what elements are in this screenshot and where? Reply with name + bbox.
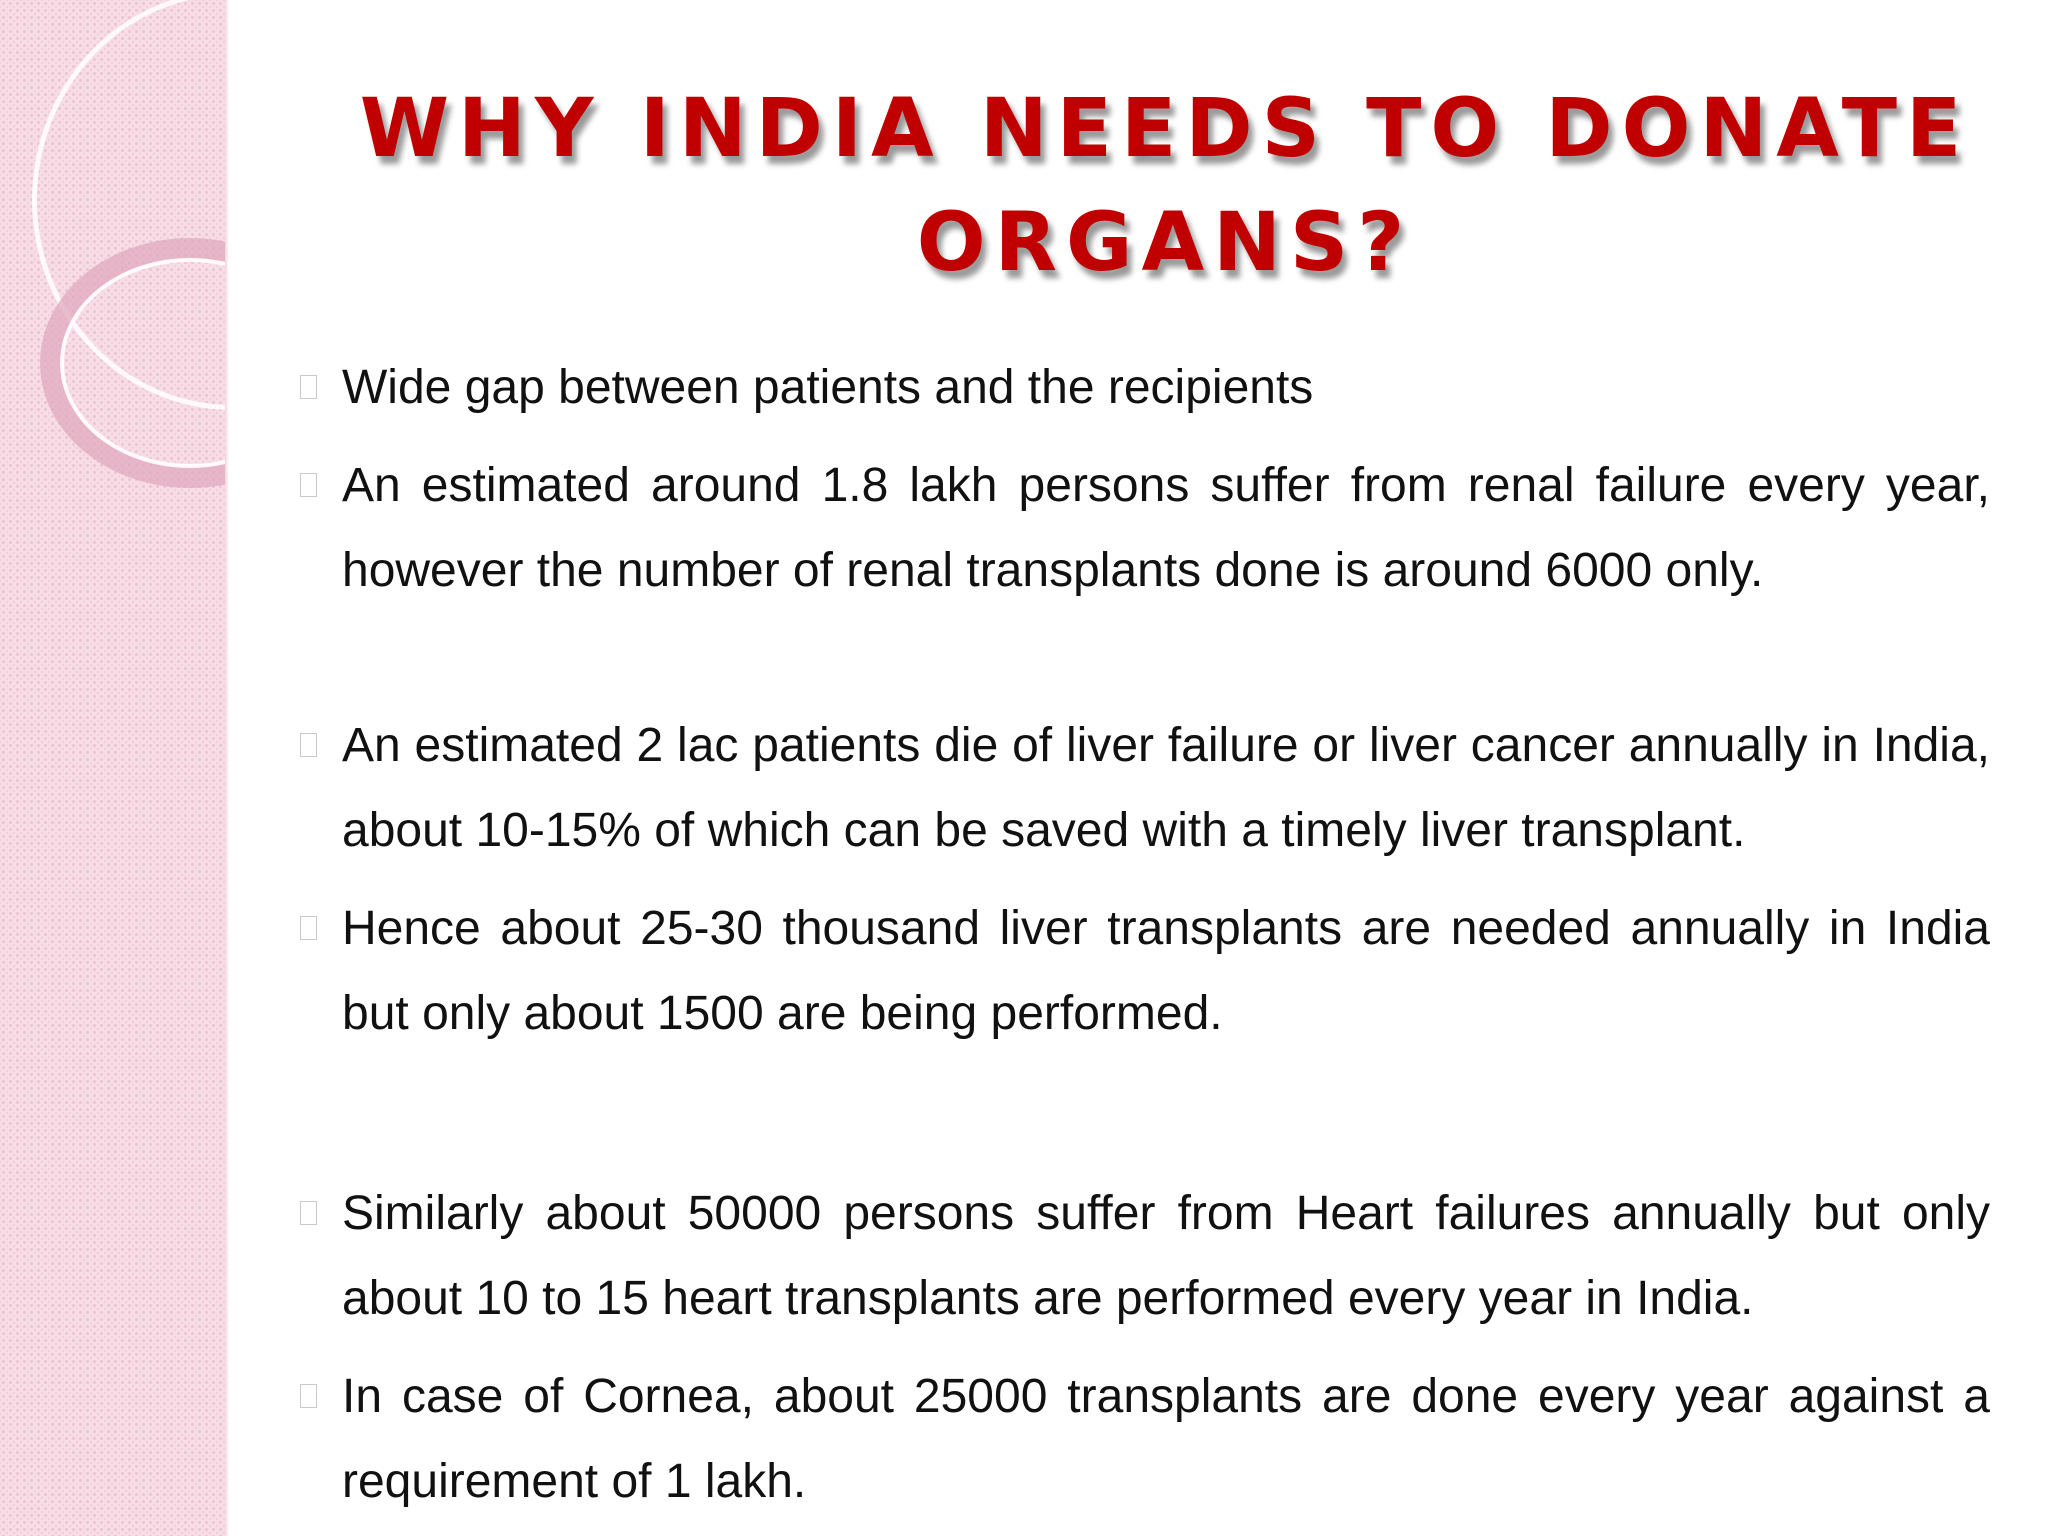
bullet-text: Hence about 25-30 thousand liver transplants are needed annually in India but only about 1500 are being performed. (342, 902, 1990, 1040)
bullet-item-gap (300, 345, 1990, 430)
bullet-text: An estimated 2 lac patients die of liver failure or liver cancer annually in India, about 10-15% of which can be saved with a timely liver transplant. (342, 719, 1990, 857)
bullet-item-liver-deaths (300, 703, 1990, 873)
bullet-text: Similarly about 50000 persons suffer from Heart failures annually but only about 10 to 15 heart transplants are performed every year in India. (342, 1187, 1990, 1325)
bullet-list (300, 345, 1990, 1524)
square-bullet-icon (300, 916, 317, 940)
square-bullet-icon (300, 375, 317, 399)
bullet-text: In case of Cornea, about 25000 transplants are done every year against a requirement of 1 lakh. (342, 1370, 1990, 1508)
bullet-text: Wide gap between patients and the recipients (342, 361, 1314, 414)
square-bullet-icon (300, 473, 317, 497)
bullet-item-heart (300, 1171, 1990, 1341)
sidebar-edge (225, 0, 229, 1536)
bullet-item-renal (300, 443, 1990, 613)
square-bullet-icon (300, 1201, 317, 1225)
decorative-sidebar (0, 0, 229, 1536)
bullet-item-cornea (300, 1354, 1990, 1524)
slide-title: WHY INDIA NEEDS TO DONATE ORGANS? (359, 82, 1971, 290)
square-bullet-icon (300, 1384, 317, 1408)
bullet-text: An estimated around 1.8 lakh persons suffer from renal failure every year, however the number of renal transplants done is around 6000 only. (342, 459, 1990, 597)
square-bullet-icon (300, 733, 317, 757)
bullet-item-liver-transplants (300, 886, 1990, 1056)
